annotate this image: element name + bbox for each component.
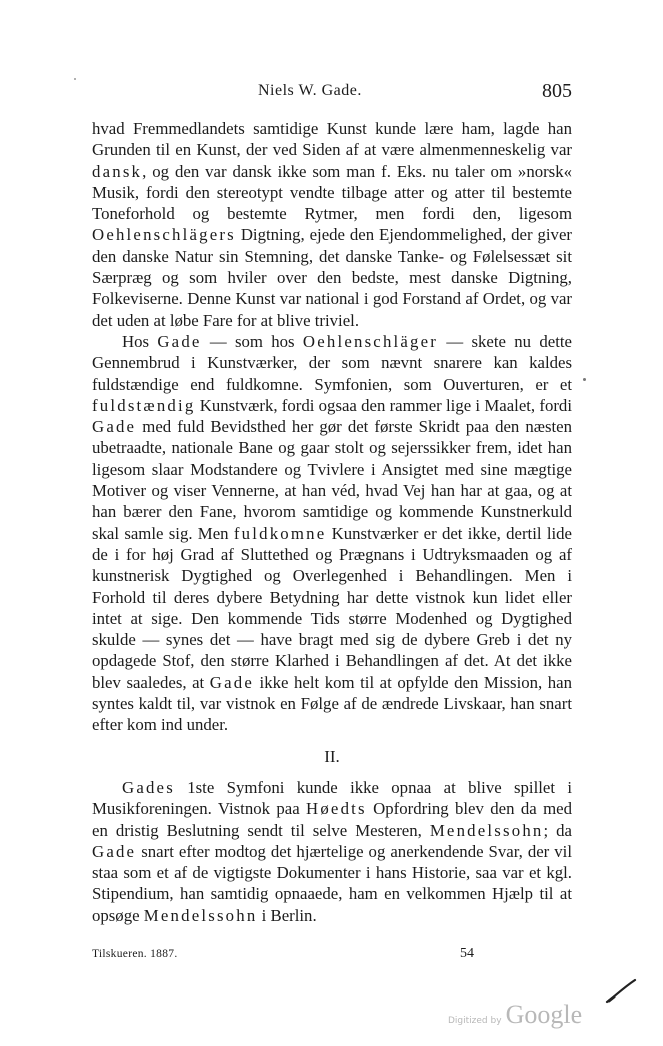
paragraphs-before	[92, 118, 572, 736]
text-run: — skete nu dette Gennembrud i Kunstværker, der som nævnt snarere kan kaldes fuldstændige end fuldkomne. Symfonien, som Ouverturen, er et	[92, 331, 572, 394]
spaced-emphasis: Gade	[92, 417, 137, 437]
pen-stroke-mark	[605, 978, 637, 1004]
text-run: i Berlin.	[257, 905, 317, 925]
text-run: Kunstværk, fordi ogsaa den rammer lige i Maalet, fordi	[195, 395, 572, 415]
spaced-emphasis: fuldkomne	[233, 523, 327, 543]
spaced-emphasis: Gade	[157, 331, 202, 351]
spaced-emphasis: dansk	[92, 161, 143, 181]
spaced-emphasis: Mendelssohn	[143, 905, 258, 925]
spaced-emphasis: Oehlenschläger	[302, 331, 439, 351]
text-run: snart efter modtog det hjærtelige og anerkendende Svar, der vil staa som et af de vigtigste Dokumenter i hans Historie, saa var et kgl. Stipendium, han samtidig opnaaede, ham en velkommen Hjælp til at opsøge	[92, 841, 572, 925]
text-run: ; da	[543, 820, 572, 840]
text-run: 1ste Symfoni kunde ikke opnaa at blive spillet i Musikforeningen. Vistnok paa	[92, 777, 572, 819]
google-watermark	[448, 1000, 582, 1030]
paragraph	[92, 331, 572, 736]
text-run: , og den var dansk ikke som man f. Eks. nu taler om »norsk« Musik, fordi den stereotypt vendte tilbage atter og atter til bestemte Toneforhold og bestemte Rytmer, men fordi den, ligesom	[92, 161, 572, 224]
text-run: ikke helt kom til at opfylde den Mission, han syntes kaldt til, var vistnok en Følge af de ændrede Livskaar, han snart efter kom ind under.	[92, 672, 572, 735]
watermark-prefix: Digitized by	[448, 1016, 502, 1026]
paragraph	[92, 118, 572, 331]
spaced-emphasis: Gade	[92, 841, 137, 861]
section-heading: II.	[324, 746, 340, 766]
scan-speck	[583, 378, 586, 381]
spaced-emphasis: Gades	[122, 777, 175, 797]
footer-journal: Tilskueren. 1887.	[92, 948, 178, 960]
text-run: Hos	[122, 331, 158, 351]
text-run: Digtning, ejede den Ejendommelighed, der giver den danske Natur sin Stemning, det danske Tanke- og Følelsessæt sit Særpræg og som hviler over den bedste, mest danske Digtning, Folkeviserne. Denne Kunst var national i god Forstand af Ordet, og var det uden at løbe Fare for at blive triviel.	[92, 225, 572, 330]
spaced-emphasis: Oehlenschlägers	[92, 225, 236, 245]
text-run: hvad Fremmedlandets samtidige Kunst kunde lære ham, lagde han Grunden til en Kunst, der ved Siden af at være almenmenneskelig var	[92, 119, 572, 160]
text-run: Opfordring blev den da med en dristig Beslutning sendt til selve Mesteren,	[92, 799, 572, 840]
spaced-emphasis: fuldstændig	[92, 395, 196, 415]
spaced-emphasis: Gade	[209, 672, 254, 692]
text-run: med fuld Bevidsthed her gør det første Skridt paa den næsten ubetraadte, nationale Bane og gaar stolt og sejerssikker frem, idet han ligesom slaar Modstandere og Tvivlere i Ansigtet med sine mægtige Motiver og viser Vennerne, at han véd, hvad Vej han har at gaa, og at han bærer den Fane, hvorom samtidige og kommende Kunstnerkuld skal samle sig. Men	[92, 417, 572, 543]
running-title: Niels W. Gade.	[258, 82, 362, 99]
page-footer	[92, 948, 572, 968]
text-run: Kunstværker er det ikke, dertil lide de i for høj Grad af Sluttethed og Prægnans i Udtryksmaaden og af kunstnerisk Dygtighed og Overlegenhed i Behandlingen. Men i Forhold til deres dybere Betydning har dette vistnok kun lidet eller intet at sige. Den kommende Tids større Modenhed og Dygtighed skulde — synes det — have bragt med sig de dybere Greb i det ny opdagede Stof, den større Klarhed i Behandlingen af det. At det ikke blev saaledes, at	[92, 523, 572, 692]
signature-mark: 54	[460, 946, 474, 961]
watermark-logo: Google	[505, 1000, 583, 1029]
running-header	[0, 80, 663, 110]
paragraphs-after	[92, 777, 572, 926]
body-text	[92, 118, 572, 926]
spaced-emphasis: Høedts	[306, 799, 367, 819]
spaced-emphasis: Mendelssohn	[429, 820, 544, 840]
paragraph	[92, 777, 572, 926]
page-number: 805	[542, 80, 572, 102]
text-run: — som hos	[201, 331, 303, 351]
